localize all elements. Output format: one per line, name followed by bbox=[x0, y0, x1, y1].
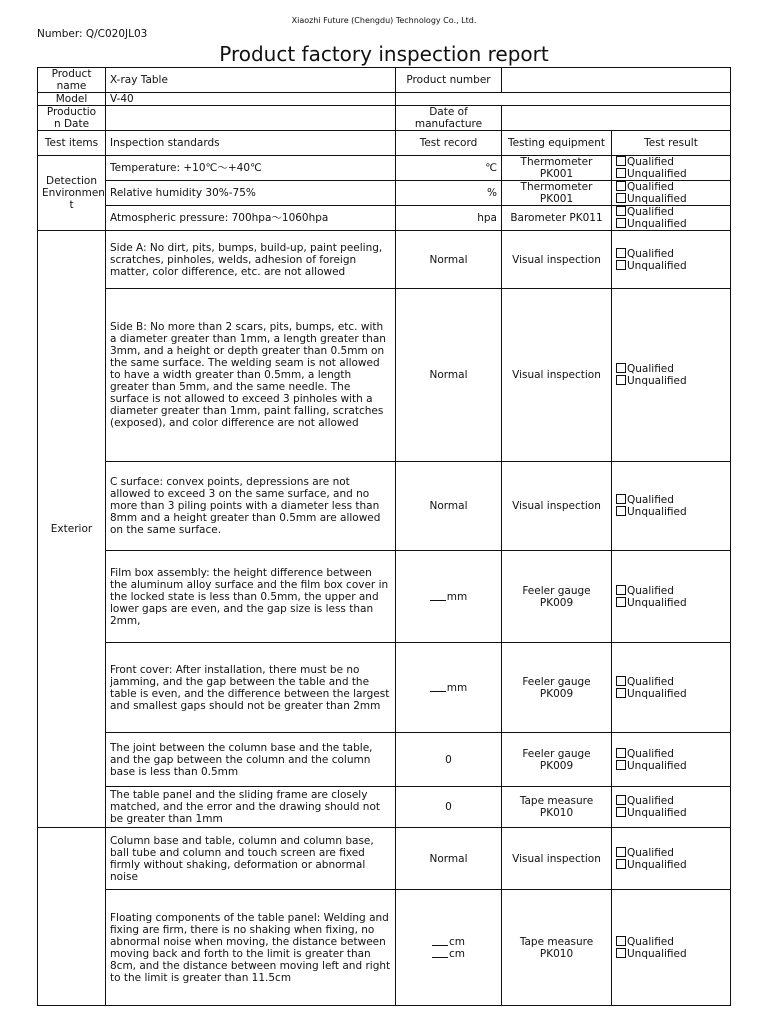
checkbox-icon[interactable] bbox=[616, 847, 626, 857]
equipment-text: Feeler gauge PK009 bbox=[502, 733, 612, 787]
standard-text: Temperature: +10℃～+40℃ bbox=[106, 156, 396, 181]
result-unqualified-label: Unqualified bbox=[627, 193, 687, 205]
col-header-result: Test result bbox=[612, 131, 731, 156]
equipment-text: Feeler gauge PK009 bbox=[502, 643, 612, 733]
table-row bbox=[38, 289, 731, 462]
result-unqualified-label: Unqualified bbox=[627, 259, 687, 272]
structure-category bbox=[38, 828, 106, 1006]
result-qualified-label: Qualified bbox=[627, 156, 674, 168]
production-date-value bbox=[106, 106, 396, 131]
document-number: Number: Q/C020JL03 bbox=[37, 28, 148, 40]
checkbox-icon[interactable] bbox=[616, 218, 626, 228]
result-options bbox=[612, 828, 731, 890]
equipment-text: Thermometer PK001 bbox=[502, 181, 612, 206]
result-qualified-label: Qualified bbox=[627, 846, 674, 859]
record-unit: ℃ bbox=[396, 156, 502, 181]
record-value: Normal bbox=[396, 231, 502, 289]
standard-text: Side B: No more than 2 scars, pits, bumps, etc. with a diameter greater than 1mm, a length greater than 3mm, and a height or depth greater than 0.5mm on the same surface. The welding seam is not allowed to have a width greater than 0.5mm, a length greater than 5mm, and the same needle. The surface is not allowed to exceed 3 pinholes with a diameter greater than 1mm, paint falling, scratches (exposed), and color difference are not allowed bbox=[106, 289, 396, 462]
checkbox-icon[interactable] bbox=[616, 585, 626, 595]
result-unqualified[interactable] bbox=[616, 859, 726, 871]
product-name-row bbox=[38, 68, 731, 93]
standard-text: Column base and table, column and column base, ball tube and column and touch screen are fixed firmly without shaking, deformation or abnormal noise bbox=[106, 828, 396, 890]
product-name-value: X-ray Table bbox=[106, 68, 396, 93]
checkbox-icon[interactable] bbox=[616, 948, 626, 958]
equipment-text: Visual inspection bbox=[502, 462, 612, 551]
result-unqualified[interactable] bbox=[616, 375, 726, 387]
result-unqualified[interactable] bbox=[616, 948, 726, 960]
result-unqualified[interactable] bbox=[616, 168, 726, 180]
exterior-category: Exterior bbox=[38, 231, 106, 828]
result-unqualified-label: Unqualified bbox=[627, 218, 687, 230]
result-options bbox=[612, 643, 731, 733]
column-header-row bbox=[38, 131, 731, 156]
record-unit: hpa bbox=[396, 206, 502, 231]
record-unit: cm bbox=[448, 935, 465, 948]
model-row bbox=[38, 93, 731, 106]
checkbox-icon[interactable] bbox=[616, 807, 626, 817]
result-qualified-label: Qualified bbox=[627, 795, 674, 807]
product-name-label: Product name bbox=[38, 68, 106, 93]
table-row bbox=[38, 733, 731, 787]
result-qualified-label: Qualified bbox=[627, 675, 674, 688]
result-unqualified-label: Unqualified bbox=[627, 947, 687, 960]
inspection-table bbox=[37, 67, 731, 1006]
checkbox-icon[interactable] bbox=[616, 248, 626, 258]
checkbox-icon[interactable] bbox=[616, 597, 626, 607]
checkbox-icon[interactable] bbox=[616, 795, 626, 805]
equipment-text: Tape measure PK010 bbox=[502, 787, 612, 828]
record-value bbox=[396, 643, 502, 733]
result-unqualified[interactable] bbox=[616, 218, 726, 230]
standard-text: Front cover: After installation, there must be no jamming, and the gap between the table and the table is even, and the difference between the largest and smallest gaps should not be greater than 2mm bbox=[106, 643, 396, 733]
result-qualified[interactable] bbox=[616, 363, 726, 375]
table-row bbox=[38, 462, 731, 551]
model-extra bbox=[396, 93, 731, 106]
equipment-text: Visual inspection bbox=[502, 289, 612, 462]
standard-text: Atmospheric pressure: 700hpa～1060hpa bbox=[106, 206, 396, 231]
manufacture-date-value bbox=[502, 106, 731, 131]
result-unqualified[interactable] bbox=[616, 760, 726, 772]
result-qualified-label: Qualified bbox=[627, 747, 674, 760]
record-value: Normal bbox=[396, 289, 502, 462]
result-options bbox=[612, 890, 731, 1006]
result-unqualified[interactable] bbox=[616, 807, 726, 819]
result-unqualified-label: Unqualified bbox=[627, 168, 687, 180]
table-row bbox=[38, 181, 731, 206]
record-value: Normal bbox=[396, 462, 502, 551]
checkbox-icon[interactable] bbox=[616, 688, 626, 698]
result-unqualified-label: Unqualified bbox=[627, 687, 687, 700]
checkbox-icon[interactable] bbox=[616, 168, 626, 178]
record-blank[interactable] bbox=[432, 936, 448, 946]
result-qualified[interactable] bbox=[616, 936, 726, 948]
environment-category: Detection Environmen t bbox=[38, 156, 106, 231]
model-value: V-40 bbox=[106, 93, 396, 106]
result-options bbox=[612, 231, 731, 289]
checkbox-icon[interactable] bbox=[616, 506, 626, 516]
result-qualified[interactable] bbox=[616, 156, 726, 168]
product-number-value bbox=[502, 68, 731, 93]
record-value: 0 bbox=[396, 787, 502, 828]
checkbox-icon[interactable] bbox=[616, 676, 626, 686]
result-qualified-label: Qualified bbox=[627, 584, 674, 597]
result-unqualified-label: Unqualified bbox=[627, 807, 687, 819]
table-row bbox=[38, 787, 731, 828]
record-unit: % bbox=[396, 181, 502, 206]
checkbox-icon[interactable] bbox=[616, 859, 626, 869]
standard-text: C surface: convex points, depressions are not allowed to exceed 3 on the same surface, and no more than 3 piling points with a diameter less than 8mm and a height greater than 0.5mm are allowed on the same surface. bbox=[106, 462, 396, 551]
checkbox-icon[interactable] bbox=[616, 760, 626, 770]
result-qualified-label: Qualified bbox=[627, 363, 674, 375]
result-options bbox=[612, 289, 731, 462]
result-unqualified[interactable] bbox=[616, 597, 726, 609]
standard-text: Floating components of the table panel: Welding and fixing are firm, there is no shaking when fixing, no abnormal noise when moving, the distance between moving back and forth to the limit is greater than 8cm, and the distance between moving left and right to the limit is greater than 11.5cm bbox=[106, 890, 396, 1006]
equipment-text: Barometer PK011 bbox=[502, 206, 612, 231]
result-qualified[interactable] bbox=[616, 585, 726, 597]
production-date-label: Productio n Date bbox=[38, 106, 106, 131]
checkbox-icon[interactable] bbox=[616, 156, 626, 166]
manufacture-date-label: Date of manufacture bbox=[396, 106, 502, 131]
checkbox-icon[interactable] bbox=[616, 206, 626, 216]
standard-text: Film box assembly: the height difference between the aluminum alloy surface and the film box cover in the locked state is less than 0.5mm, the upper and lower gaps are even, and the gap size is less than 2mm, bbox=[106, 551, 396, 643]
col-header-equipment: Testing equipment bbox=[502, 131, 612, 156]
table-row bbox=[38, 643, 731, 733]
result-options bbox=[612, 206, 731, 231]
result-qualified[interactable] bbox=[616, 494, 726, 506]
result-qualified-label: Qualified bbox=[627, 206, 674, 218]
standard-text: The joint between the column base and the table, and the gap between the column and the column base is less than 0.5mm bbox=[106, 733, 396, 787]
result-unqualified[interactable] bbox=[616, 688, 726, 700]
result-unqualified[interactable] bbox=[616, 193, 726, 205]
company-name: Xiaozhi Future (Chengdu) Technology Co., Ltd. bbox=[291, 16, 477, 25]
model-label: Model bbox=[38, 93, 106, 106]
result-options bbox=[612, 181, 731, 206]
col-header-standards: Inspection standards bbox=[106, 131, 396, 156]
equipment-text: Tape measure PK010 bbox=[502, 890, 612, 1006]
record-value bbox=[396, 551, 502, 643]
result-unqualified-label: Unqualified bbox=[627, 759, 687, 772]
record-unit: cm bbox=[448, 947, 465, 960]
result-unqualified[interactable] bbox=[616, 260, 726, 272]
result-qualified[interactable] bbox=[616, 181, 726, 193]
table-row bbox=[38, 551, 731, 643]
result-unqualified-label: Unqualified bbox=[627, 596, 687, 609]
col-header-items: Test items bbox=[38, 131, 106, 156]
record-unit: mm bbox=[446, 681, 468, 694]
table-row bbox=[38, 890, 731, 1006]
standard-text: The table panel and the sliding frame are closely matched, and the error and the drawing should not be greater than 1mm bbox=[106, 787, 396, 828]
equipment-text: Feeler gauge PK009 bbox=[502, 551, 612, 643]
checkbox-icon[interactable] bbox=[616, 181, 626, 191]
result-qualified-label: Qualified bbox=[627, 494, 674, 506]
equipment-text: Visual inspection bbox=[502, 231, 612, 289]
checkbox-icon[interactable] bbox=[616, 375, 626, 385]
result-qualified[interactable] bbox=[616, 206, 726, 218]
result-options bbox=[612, 787, 731, 828]
table-row bbox=[38, 231, 731, 289]
product-number-label: Product number bbox=[396, 68, 502, 93]
date-row bbox=[38, 106, 731, 131]
col-header-record: Test record bbox=[396, 131, 502, 156]
record-line-1 bbox=[400, 936, 497, 948]
equipment-text: Visual inspection bbox=[502, 828, 612, 890]
checkbox-icon[interactable] bbox=[616, 193, 626, 203]
table-row bbox=[38, 206, 731, 231]
equipment-text: Thermometer PK001 bbox=[502, 156, 612, 181]
result-options bbox=[612, 156, 731, 181]
result-unqualified-label: Unqualified bbox=[627, 506, 687, 518]
checkbox-icon[interactable] bbox=[616, 494, 626, 504]
standard-text: Side A: No dirt, pits, bumps, build-up, paint peeling, scratches, pinholes, welds, adhesion of foreign matter, color difference, etc. are not allowed bbox=[106, 231, 396, 289]
report-title: Product factory inspection report bbox=[219, 42, 549, 66]
result-qualified[interactable] bbox=[616, 795, 726, 807]
checkbox-icon[interactable] bbox=[616, 748, 626, 758]
checkbox-icon[interactable] bbox=[616, 936, 626, 946]
record-value: Normal bbox=[396, 828, 502, 890]
result-qualified[interactable] bbox=[616, 248, 726, 260]
table-row bbox=[38, 828, 731, 890]
record-value: 0 bbox=[396, 733, 502, 787]
record-value bbox=[396, 890, 502, 1006]
record-unit: mm bbox=[446, 590, 468, 603]
checkbox-icon[interactable] bbox=[616, 260, 626, 270]
record-line-2 bbox=[400, 948, 497, 960]
table-row bbox=[38, 156, 731, 181]
result-options bbox=[612, 551, 731, 643]
record-blank[interactable] bbox=[432, 948, 448, 958]
record-blank[interactable] bbox=[430, 682, 446, 692]
result-qualified-label: Qualified bbox=[627, 181, 674, 193]
checkbox-icon[interactable] bbox=[616, 363, 626, 373]
record-blank[interactable] bbox=[430, 591, 446, 601]
standard-text: Relative humidity 30%-75% bbox=[106, 181, 396, 206]
result-qualified[interactable] bbox=[616, 847, 726, 859]
result-unqualified-label: Unqualified bbox=[627, 858, 687, 871]
result-qualified[interactable] bbox=[616, 676, 726, 688]
result-qualified-label: Qualified bbox=[627, 935, 674, 948]
result-options bbox=[612, 462, 731, 551]
result-options bbox=[612, 733, 731, 787]
result-unqualified[interactable] bbox=[616, 506, 726, 518]
result-qualified-label: Qualified bbox=[627, 247, 674, 260]
result-unqualified-label: Unqualified bbox=[627, 375, 687, 387]
result-qualified[interactable] bbox=[616, 748, 726, 760]
